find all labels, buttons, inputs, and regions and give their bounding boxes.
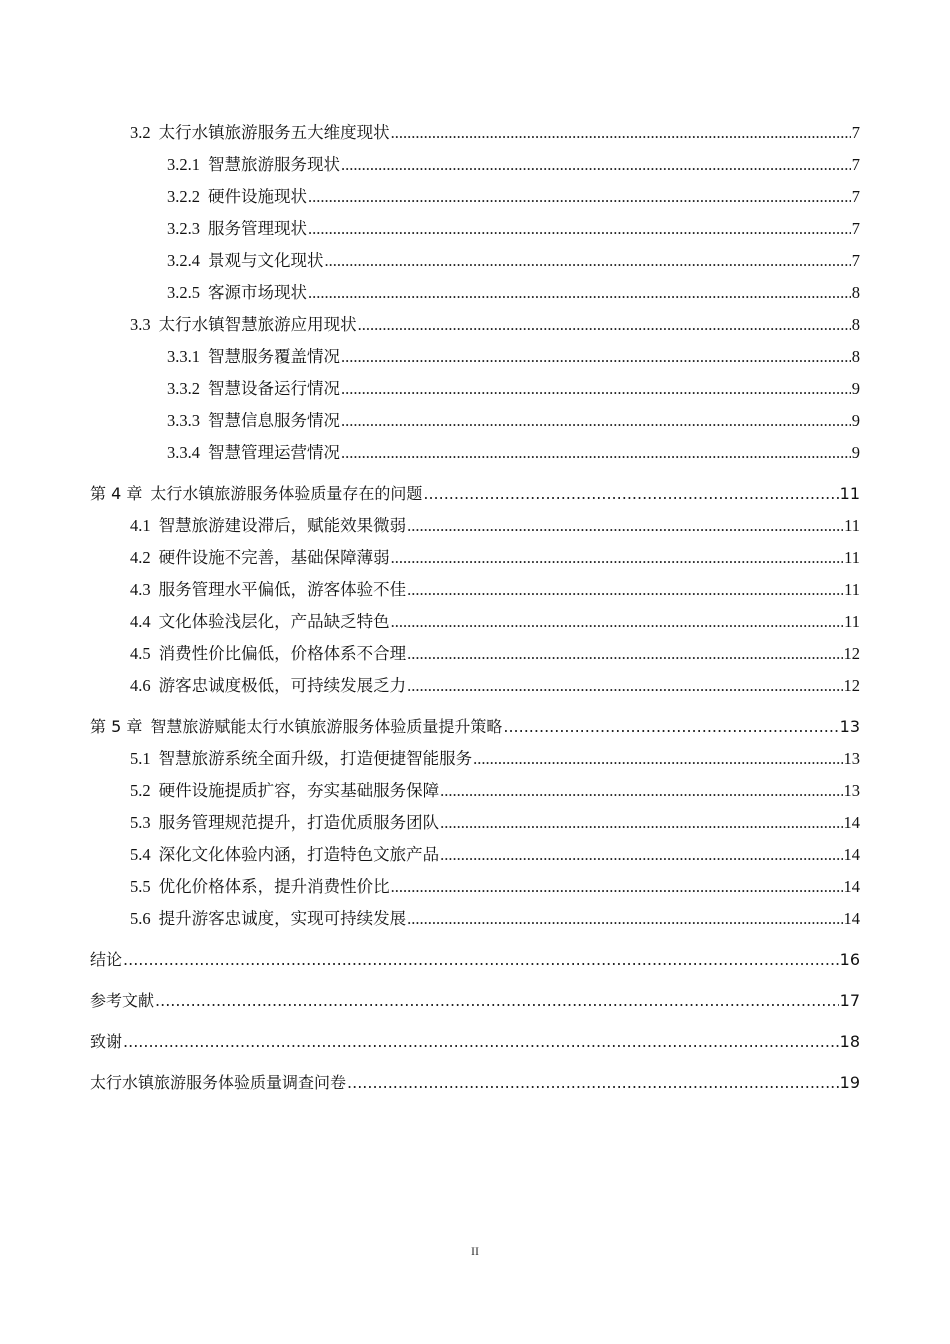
toc-entry-number: 3.3.4 [167, 443, 200, 462]
toc-entry[interactable] [90, 117, 860, 149]
toc-entry-number: 3.2 [130, 123, 151, 142]
dot-leader [341, 373, 851, 405]
toc-entry-label [167, 213, 307, 245]
toc-entry[interactable] [90, 149, 860, 181]
dot-leader [341, 341, 851, 373]
toc-entry[interactable] [90, 670, 860, 702]
toc-entry[interactable] [90, 903, 860, 935]
toc-entry-page: 11 [844, 516, 860, 535]
toc-entry-title: 太行水镇旅游服务体验质量存在的问题 [150, 484, 423, 503]
toc-entry-title: 智慧旅游赋能太行水镇旅游服务体验质量提升策略 [150, 717, 503, 736]
toc-entry[interactable] [90, 743, 860, 775]
dot-leader [358, 309, 851, 341]
toc-entry-title: 消费性价比偏低，价格体系不合理 [158, 644, 407, 663]
dot-leader [407, 638, 842, 670]
toc-entry-label [130, 309, 357, 341]
dot-leader [123, 944, 839, 976]
toc-entry-title: 优化价格体系，提升消费性价比 [158, 877, 390, 896]
toc-entry-number: 3.3.1 [167, 347, 200, 366]
toc-entry-number: 3.2.5 [167, 283, 200, 302]
toc-entry-page: 14 [843, 813, 860, 832]
dot-leader [473, 743, 842, 775]
toc-entry-number: 3.3.2 [167, 379, 200, 398]
toc-entry-page: 11 [844, 580, 860, 599]
dot-leader [123, 1026, 839, 1058]
toc-entry-label [130, 775, 439, 807]
toc-entry-page: 13 [843, 749, 860, 768]
toc-entry[interactable] [90, 277, 860, 309]
toc-entry-title: 文化体验浅层化，产品缺乏特色 [158, 612, 390, 631]
toc-entry-number: 3.2.3 [167, 219, 200, 238]
toc-entry-label [90, 985, 154, 1017]
toc-entry-title: 游客忠诚度极低，可持续发展乏力 [158, 676, 407, 695]
toc-entry-number: 3.3.3 [167, 411, 200, 430]
toc-entry-label [167, 181, 307, 213]
toc-entry-label [90, 1026, 122, 1058]
toc-entry-page: 13 [843, 781, 860, 800]
toc-entry-label [90, 944, 122, 976]
toc-entry-title: 太行水镇旅游服务体验质量调查问卷 [90, 1073, 347, 1092]
toc-entry-page: 16 [839, 950, 860, 969]
dot-leader [391, 871, 843, 903]
toc-entry[interactable] [90, 1067, 860, 1099]
toc-entry-title: 提升游客忠诚度，实现可持续发展 [158, 909, 407, 928]
toc-entry[interactable] [90, 213, 860, 245]
toc-entry-page: 13 [839, 717, 860, 736]
toc-entry-page: 9 [851, 443, 860, 462]
toc-entry-page: 19 [839, 1073, 860, 1092]
dot-leader [407, 510, 843, 542]
toc-entry-title: 智慧管理运营情况 [208, 443, 340, 462]
toc-entry[interactable] [90, 542, 860, 574]
toc-entry[interactable] [90, 638, 860, 670]
toc-entry-page: 8 [851, 283, 860, 302]
toc-entry-number: 4.1 [130, 516, 151, 535]
toc-entry-label [130, 807, 439, 839]
dot-leader [308, 213, 851, 245]
toc-entry[interactable] [90, 807, 860, 839]
toc-entry-title: 硬件设施现状 [208, 187, 307, 206]
toc-entry-page: 7 [851, 219, 860, 238]
toc-entry-label [130, 542, 390, 574]
toc-entry-page: 7 [851, 187, 860, 206]
toc-entry-title: 智慧旅游服务现状 [208, 155, 340, 174]
dot-leader [341, 149, 851, 181]
toc-entry-label [130, 871, 390, 903]
toc-entry-page: 7 [851, 155, 860, 174]
dot-leader [391, 117, 851, 149]
dot-leader [407, 574, 843, 606]
toc-entry[interactable] [90, 341, 860, 373]
toc-entry-page: 8 [851, 315, 860, 334]
toc-entry-title: 深化文化体验内涵，打造特色文旅产品 [158, 845, 440, 864]
toc-entry-title: 太行水镇旅游服务五大维度现状 [158, 123, 390, 142]
toc-entry-label [130, 117, 390, 149]
toc-entry-number: 4.3 [130, 580, 151, 599]
toc-entry-title: 智慧旅游建设滞后，赋能效果微弱 [158, 516, 407, 535]
toc-entry-number: 3.3 [130, 315, 151, 334]
page-number: II [471, 1244, 479, 1258]
toc-entry[interactable] [90, 510, 860, 542]
toc-entry-title: 参考文献 [90, 991, 155, 1010]
toc-entry-page: 7 [851, 251, 860, 270]
toc-entry-number: 3.2.4 [167, 251, 200, 270]
toc-entry[interactable] [90, 711, 860, 743]
toc-entry-title: 太行水镇智慧旅游应用现状 [158, 315, 357, 334]
toc-entry-title: 致谢 [90, 1032, 123, 1051]
dot-leader [407, 670, 842, 702]
toc-entry-label [130, 670, 406, 702]
toc-entry-page: 18 [839, 1032, 860, 1051]
toc-entry-label [167, 437, 340, 469]
toc-entry-label [90, 711, 502, 743]
table-of-contents [90, 117, 860, 1099]
toc-entry-page: 14 [843, 909, 860, 928]
toc-entry-title: 智慧信息服务情况 [208, 411, 340, 430]
toc-entry-title: 客源市场现状 [208, 283, 307, 302]
toc-entry-page: 9 [851, 411, 860, 430]
toc-entry-number: 5.5 [130, 877, 151, 896]
dot-leader [308, 181, 851, 213]
toc-entry-page: 17 [839, 991, 860, 1010]
dot-leader [503, 711, 838, 743]
toc-entry-page: 14 [843, 845, 860, 864]
toc-entry-label [167, 405, 340, 437]
toc-entry[interactable] [90, 985, 860, 1017]
toc-entry[interactable] [90, 245, 860, 277]
dot-leader [341, 405, 851, 437]
toc-entry-label [130, 574, 406, 606]
toc-entry-number: 第 4 章 [90, 484, 143, 503]
toc-entry-title: 硬件设施提质扩容，夯实基础服务保障 [158, 781, 440, 800]
toc-entry-number: 5.6 [130, 909, 151, 928]
toc-entry[interactable] [90, 1026, 860, 1058]
toc-entry-number: 4.5 [130, 644, 151, 663]
dot-leader [423, 478, 838, 510]
toc-entry-title: 服务管理规范提升，打造优质服务团队 [158, 813, 440, 832]
toc-entry-label [167, 373, 340, 405]
toc-entry-page: 8 [851, 347, 860, 366]
toc-entry-number: 4.2 [130, 548, 151, 567]
dot-leader [341, 437, 851, 469]
toc-entry-number: 5.3 [130, 813, 151, 832]
toc-entry[interactable] [90, 309, 860, 341]
toc-entry[interactable] [90, 775, 860, 807]
toc-entry[interactable] [90, 574, 860, 606]
dot-leader [308, 277, 851, 309]
toc-entry-page: 14 [843, 877, 860, 896]
toc-entry-number: 4.6 [130, 676, 151, 695]
toc-entry[interactable] [90, 478, 860, 510]
dot-leader [155, 985, 839, 1017]
toc-entry-number: 5.1 [130, 749, 151, 768]
toc-entry-number: 5.4 [130, 845, 151, 864]
dot-leader [440, 807, 842, 839]
toc-entry-page: 9 [851, 379, 860, 398]
toc-entry-label [90, 1067, 346, 1099]
dot-leader [440, 839, 842, 871]
toc-entry-label [130, 743, 472, 775]
toc-entry-page: 12 [843, 644, 860, 663]
toc-entry-title: 智慧旅游系统全面升级，打造便捷智能服务 [158, 749, 473, 768]
toc-entry[interactable] [90, 181, 860, 213]
dot-leader [391, 542, 843, 574]
toc-entry-title: 硬件设施不完善，基础保障薄弱 [158, 548, 390, 567]
toc-entry[interactable] [90, 405, 860, 437]
toc-entry-label [130, 839, 439, 871]
toc-entry[interactable] [90, 437, 860, 469]
toc-entry-label [167, 149, 340, 181]
toc-entry-number: 第 5 章 [90, 717, 143, 736]
dot-leader [440, 775, 842, 807]
toc-entry-number: 5.2 [130, 781, 151, 800]
toc-entry-number: 3.2.2 [167, 187, 200, 206]
toc-entry-label [130, 638, 406, 670]
dot-leader [347, 1067, 839, 1099]
toc-entry-label [130, 510, 406, 542]
dot-leader [325, 245, 851, 277]
toc-entry-title: 服务管理水平偏低，游客体验不佳 [158, 580, 407, 599]
toc-entry-number: 3.2.1 [167, 155, 200, 174]
toc-entry-label [167, 341, 340, 373]
toc-entry-page: 12 [843, 676, 860, 695]
dot-leader [407, 903, 842, 935]
toc-entry-label [90, 478, 422, 510]
dot-leader [391, 606, 843, 638]
toc-entry-page: 11 [844, 612, 860, 631]
toc-entry-title: 景观与文化现状 [208, 251, 324, 270]
toc-entry-label [130, 606, 390, 638]
toc-entry-page: 7 [851, 123, 860, 142]
toc-entry[interactable] [90, 944, 860, 976]
toc-entry-label [167, 245, 324, 277]
toc-entry-title: 结论 [90, 950, 123, 969]
toc-entry[interactable] [90, 606, 860, 638]
toc-entry-title: 智慧服务覆盖情况 [208, 347, 340, 366]
toc-entry[interactable] [90, 373, 860, 405]
toc-entry-page: 11 [844, 548, 860, 567]
toc-entry-label [167, 277, 307, 309]
toc-entry-title: 服务管理现状 [208, 219, 307, 238]
toc-entry-number: 4.4 [130, 612, 151, 631]
toc-entry[interactable] [90, 839, 860, 871]
toc-entry-page: 11 [839, 484, 860, 503]
toc-entry-title: 智慧设备运行情况 [208, 379, 340, 398]
toc-entry-label [130, 903, 406, 935]
toc-entry[interactable] [90, 871, 860, 903]
